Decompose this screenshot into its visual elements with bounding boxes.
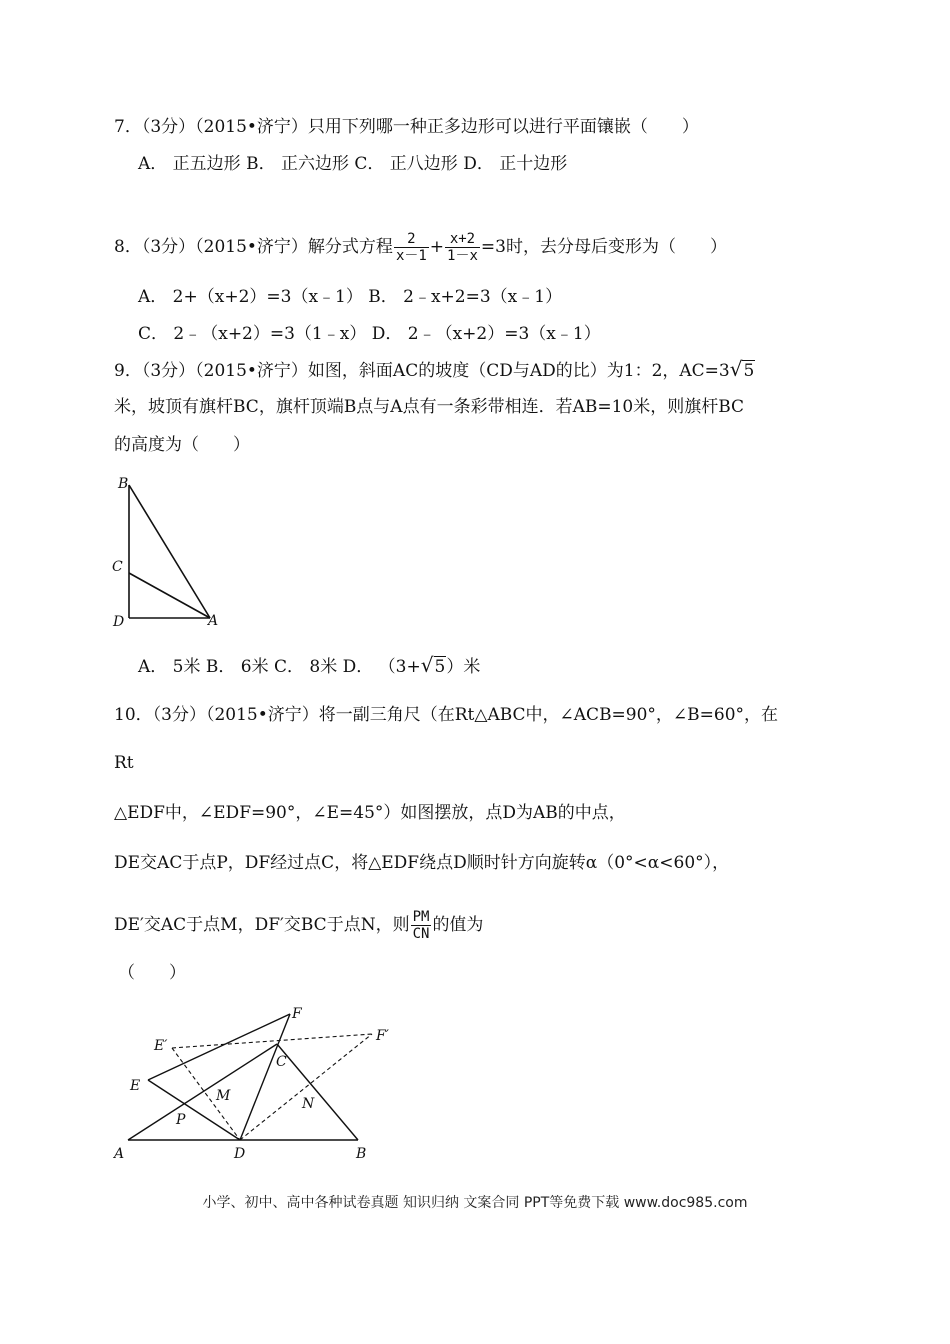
q10-segment-ef	[148, 1014, 290, 1080]
q10-frac-den: CN	[412, 926, 430, 942]
q9-segment-ca	[129, 573, 210, 618]
q8-frac1-den: x－1	[395, 248, 427, 264]
q8-stem-before: 8．（3分）（2015•济宁）解分式方程	[114, 237, 393, 257]
q7-stem: 7．（3分）（2015•济宁）只用下列哪一种正多边形可以进行平面镶嵌（ ）	[114, 117, 699, 137]
q10-label-n: N	[302, 1096, 315, 1112]
q10-segment-e2f2	[172, 1034, 372, 1048]
q10-figure	[100, 1000, 420, 1170]
q9-figure	[100, 468, 240, 638]
q9-options-before: A． 5米 B． 6米 C． 8米 D． （3+	[138, 657, 421, 677]
q8-stem-after: =3时，去分母后变形为（ ）	[480, 237, 727, 257]
q10-fraction	[411, 909, 432, 942]
q10-label-d: D	[234, 1146, 246, 1162]
q9-options	[138, 654, 480, 678]
q10-answer-blank: （ ）	[118, 963, 186, 983]
q7-options: A． 正五边形 B． 正六边形 C． 正八边形 D． 正十边形	[138, 154, 568, 174]
q9-sqrt	[730, 358, 756, 382]
q8-options-cd: C． 2﹣（x+2）=3（1﹣x） D． 2﹣（x+2）=3（x﹣1）	[138, 324, 601, 344]
q9-sqrt-arg: 5	[743, 361, 755, 381]
q10-label-b: B	[356, 1146, 367, 1162]
q8-plus: +	[429, 237, 445, 257]
q10-segment-df2	[240, 1034, 372, 1140]
q8-frac2-num: x+2	[445, 231, 480, 248]
q10-line-5	[114, 904, 483, 946]
q10-label-e-prime: E′	[154, 1038, 168, 1054]
q9-options-sqrt-arg: 5	[434, 657, 446, 677]
q8-frac1-num: 2	[394, 231, 429, 248]
q9-line-3: 的高度为（ ）	[114, 435, 250, 455]
q10-segment-ac	[128, 1044, 277, 1140]
q9-label-c: C	[112, 559, 123, 575]
q9-segment-ba	[129, 485, 210, 618]
q9-line-2: 米，坡顶有旗杆BC，旗杆顶端B点与A点有一条彩带相连．若AB=10米，则旗杆BC	[114, 397, 745, 417]
q9-options-sqrt-sign: √	[420, 653, 434, 677]
q10-label-m: M	[216, 1088, 231, 1104]
q9-label-a: A	[208, 613, 219, 629]
q8-stem	[114, 226, 727, 268]
q8-fraction-2	[445, 231, 480, 264]
q10-label-f-prime: F′	[376, 1028, 389, 1044]
q9-sqrt-sign: √	[729, 357, 743, 381]
q10-line-5-before: DE′交AC于点M，DF′交BC于点N，则	[114, 915, 410, 935]
q10-frac-num: PM	[412, 909, 430, 925]
q10-label-p: P	[176, 1112, 186, 1128]
q8-frac2-den: 1－x	[447, 248, 478, 264]
page-footer: 小学、初中、高中各种试卷真题 知识归纳 文案合同 PPT等免费下载 www.doc985.com	[202, 1195, 748, 1211]
q10-label-a: A	[114, 1146, 125, 1162]
q10-line-5-after: 的值为	[432, 915, 484, 935]
q8-options-ab: A． 2+（x+2）=3（x﹣1） B． 2﹣x+2=3（x﹣1）	[138, 287, 563, 307]
q9-line-1	[114, 358, 755, 382]
q10-label-f: F	[292, 1006, 302, 1022]
q8-fraction-1	[394, 231, 429, 264]
q9-label-d: D	[113, 614, 125, 630]
q10-segment-df	[240, 1014, 290, 1140]
q9-label-b: B	[118, 476, 129, 492]
q10-label-c: C	[276, 1054, 287, 1070]
q10-line-1: 10．（3分）（2015•济宁）将一副三角尺（在Rt△ABC中，∠ACB=90°，∠B=60°，在	[114, 705, 779, 725]
q10-line-3: △EDF中，∠EDF=90°，∠E=45°）如图摆放，点D为AB的中点，	[114, 803, 626, 823]
q10-segment-cb	[277, 1044, 358, 1140]
q9-line-1-text: 9．（3分）（2015•济宁）如图，斜面AC的坡度（CD与AD的比）为1：2，AC=3	[114, 361, 730, 381]
q10-label-e: E	[130, 1078, 141, 1094]
q9-options-after: ）米	[446, 657, 481, 677]
q9-options-sqrt	[421, 654, 447, 678]
q10-line-4: DE交AC于点P，DF经过点C，将△EDF绕点D顺时针方向旋转α（0°<α<60°），	[114, 853, 730, 873]
q10-line-2: Rt	[114, 753, 134, 773]
